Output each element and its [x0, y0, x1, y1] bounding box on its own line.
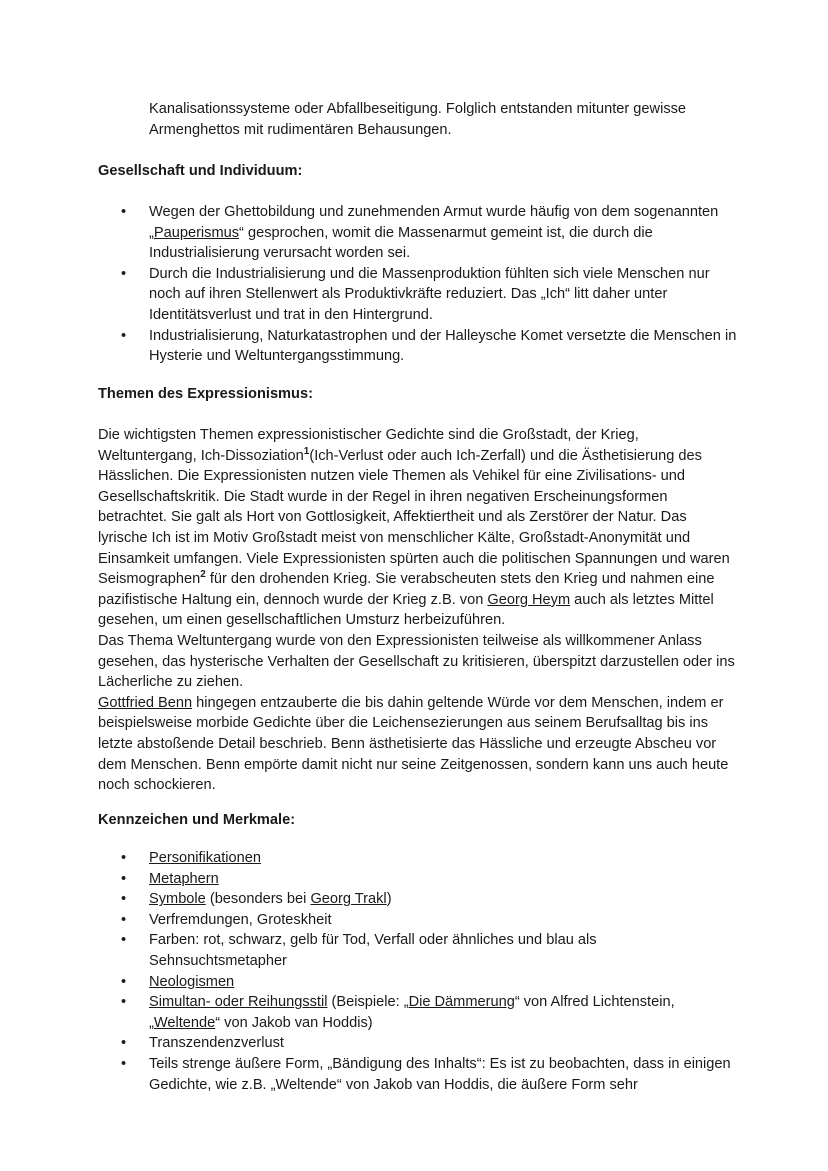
bullet-icon: •	[121, 1035, 127, 1052]
list-item: • Teils strenge äußere Form, „Bändigung des Inhalts“: Es ist zu beobachten, dass in einigen Gedichte, wie z.B. „Weltende“ von Jakob van Hoddis, die äußere Form sehr	[121, 1055, 731, 1093]
link-simultan-reihungsstil[interactable]: Simultan- oder Reihungsstil	[149, 994, 328, 1011]
list-item: • Industrialisierung, Naturkatastrophen und der Halleysche Komet versetzte die Menschen in Hysterie und Weltuntergangsstimmung.	[121, 327, 737, 365]
link-georg-trakl[interactable]: Georg Trakl	[310, 891, 387, 908]
weltuntergang-text: Das Thema Weltuntergang wurde von den Expressionisten teilweise als willkommener Anlass gesehen, das hysterische Verhalten der Gesellschaft zu kritisieren, überspitzt darzustellen oder ins Lächerliche zu ziehen.	[98, 632, 735, 691]
heading-kennzeichen-merkmale: Kennzeichen und Merkmale:	[98, 812, 296, 828]
list-item: • Transzendenzverlust	[98, 1033, 738, 1054]
heading-themen-expressionismus: Themen des Expressionismus:	[98, 386, 313, 402]
continuation-paragraph: Kanalisationssysteme oder Abfallbeseitigung. Folglich entstanden mitunter gewisse Armenghettos mit rudimentären Behausungen.	[149, 101, 687, 138]
themen-paragraph: Die wichtigsten Themen expressionistischer Gedichte sind die Großstadt, der Krieg, Weltuntergang, Ich-Dissoziation$^1$(Ich-Verlust oder auch Ich-Zerfall) und die Ästhetisierung des Hässlichen. Die Expressionisten nutzen viele Themen als Vehikel für eine Zivilisations- und Gesellschaftskritik. Die Stadt wurde in der Regel in ihren negativen Erscheinungsformen betrachtet. Sie galt als Hort von Gottlosigkeit, Affektiertheit und als Zerstörer der Natur. Das lyrische Ich ist im Motiv Großstadt meist von menschlicher Kälte, Großstadt-Anonymität und Einsamkeit umfangen. Viele Expressionisten spürten auch die politischen Spannungen und waren Seismographen$^2$ für den drohenden Krieg. Sie verabscheuten stets den Krieg und nahmen eine pazifistische Haltung ein, dennoch wurde der Krieg z.B. von Georg Heym auch als letztes Mittel gesehen, um einen gesellschaftlichen Umsturz herbeizuführen. Das Thema Weltuntergang wurde von den Expressionisten teilweise als willkommener Anlass gesehen, das hysterische Verhalten der Gesellschaft zu kritisieren, überspitzt darzustellen oder ins Lächerliche zu ziehen. Gottfried Benn hingegen entzauberte die bis dahin geltende Würde vor dem Menschen, indem er beispielsweise morbide Gedichte über die Leichensezierungen aus seinem Berufsalltag bis ins letzte abstoßende Detail beschrieb. Benn ästhetisierte das Hässliche und erzeugte Abscheu vor dem Menschen. Benn empörte damit nicht nur seine Zeitgenossen, sondern kann uns auch heute noch schockieren.	[98, 427, 735, 794]
bullet-list-gesellschaft	[98, 202, 738, 367]
link-neologismen[interactable]: Neologismen	[149, 973, 235, 990]
list-item	[98, 848, 738, 869]
bullet-icon: •	[121, 911, 127, 928]
link-metaphern[interactable]: Metaphern	[149, 870, 219, 887]
bullet-icon: •	[121, 994, 127, 1011]
list-item: • Wegen der Ghettobildung und zunehmenden Armut wurde häufig von dem sogenannten „Pauperismus“ gesprochen, womit die Massenarmut gemeint ist, die durch die Industrialisierung verursacht worden sei.	[121, 204, 719, 262]
footnote-ref-1[interactable]: 1	[303, 445, 310, 457]
link-weltende[interactable]: Weltende	[153, 1014, 216, 1031]
list-item: • Verfremdungen, Groteskheit	[98, 910, 738, 931]
list-item	[98, 972, 738, 993]
link-personifikationen[interactable]: Personifikationen	[149, 850, 261, 866]
list-item	[98, 869, 738, 890]
list-item: • Simultan- oder Reihungsstil (Beispiele: „Die Dämmerung“ von Alfred Lichtenstein, „Weltende“ von Jakob van Hoddis)	[121, 994, 675, 1031]
bullet-icon: •	[121, 932, 127, 949]
bullet-icon: •	[121, 850, 127, 866]
bullet-list-merkmale	[98, 848, 738, 1095]
bullet-icon: •	[121, 265, 127, 282]
bullet-icon: •	[121, 1055, 127, 1072]
bullet-icon: •	[121, 327, 127, 344]
footnote-ref-2[interactable]: 2	[200, 569, 206, 581]
heading-gesellschaft-individuum: Gesellschaft und Individuum:	[98, 163, 303, 179]
link-die-daemmerung[interactable]: Die Dämmerung	[408, 994, 515, 1011]
list-item: • Farben: rot, schwarz, gelb für Tod, Verfall oder ähnliches und blau als Sehnsuchtsmetapher	[121, 932, 597, 969]
bullet-icon: •	[121, 870, 127, 887]
bullet-icon: •	[121, 891, 127, 908]
bullet-icon: •	[121, 973, 127, 990]
list-item: • Symbole (besonders bei Georg Trakl)	[98, 889, 738, 910]
link-gottfried-benn[interactable]: Gottfried Benn	[98, 694, 193, 711]
list-item: • Durch die Industrialisierung und die Massenproduktion fühlten sich viele Menschen nur noch auf ihren Stellenwert als Produktivkräfte reduziert. Das „Ich“ litt daher unter Identitätsverlust und trat in den Hintergrund.	[121, 265, 710, 323]
link-symbole[interactable]: Symbole	[149, 891, 206, 908]
link-pauperismus[interactable]: Pauperismus	[153, 224, 240, 241]
bullet-icon: •	[121, 204, 127, 220]
link-georg-heym[interactable]: Georg Heym	[487, 591, 571, 608]
